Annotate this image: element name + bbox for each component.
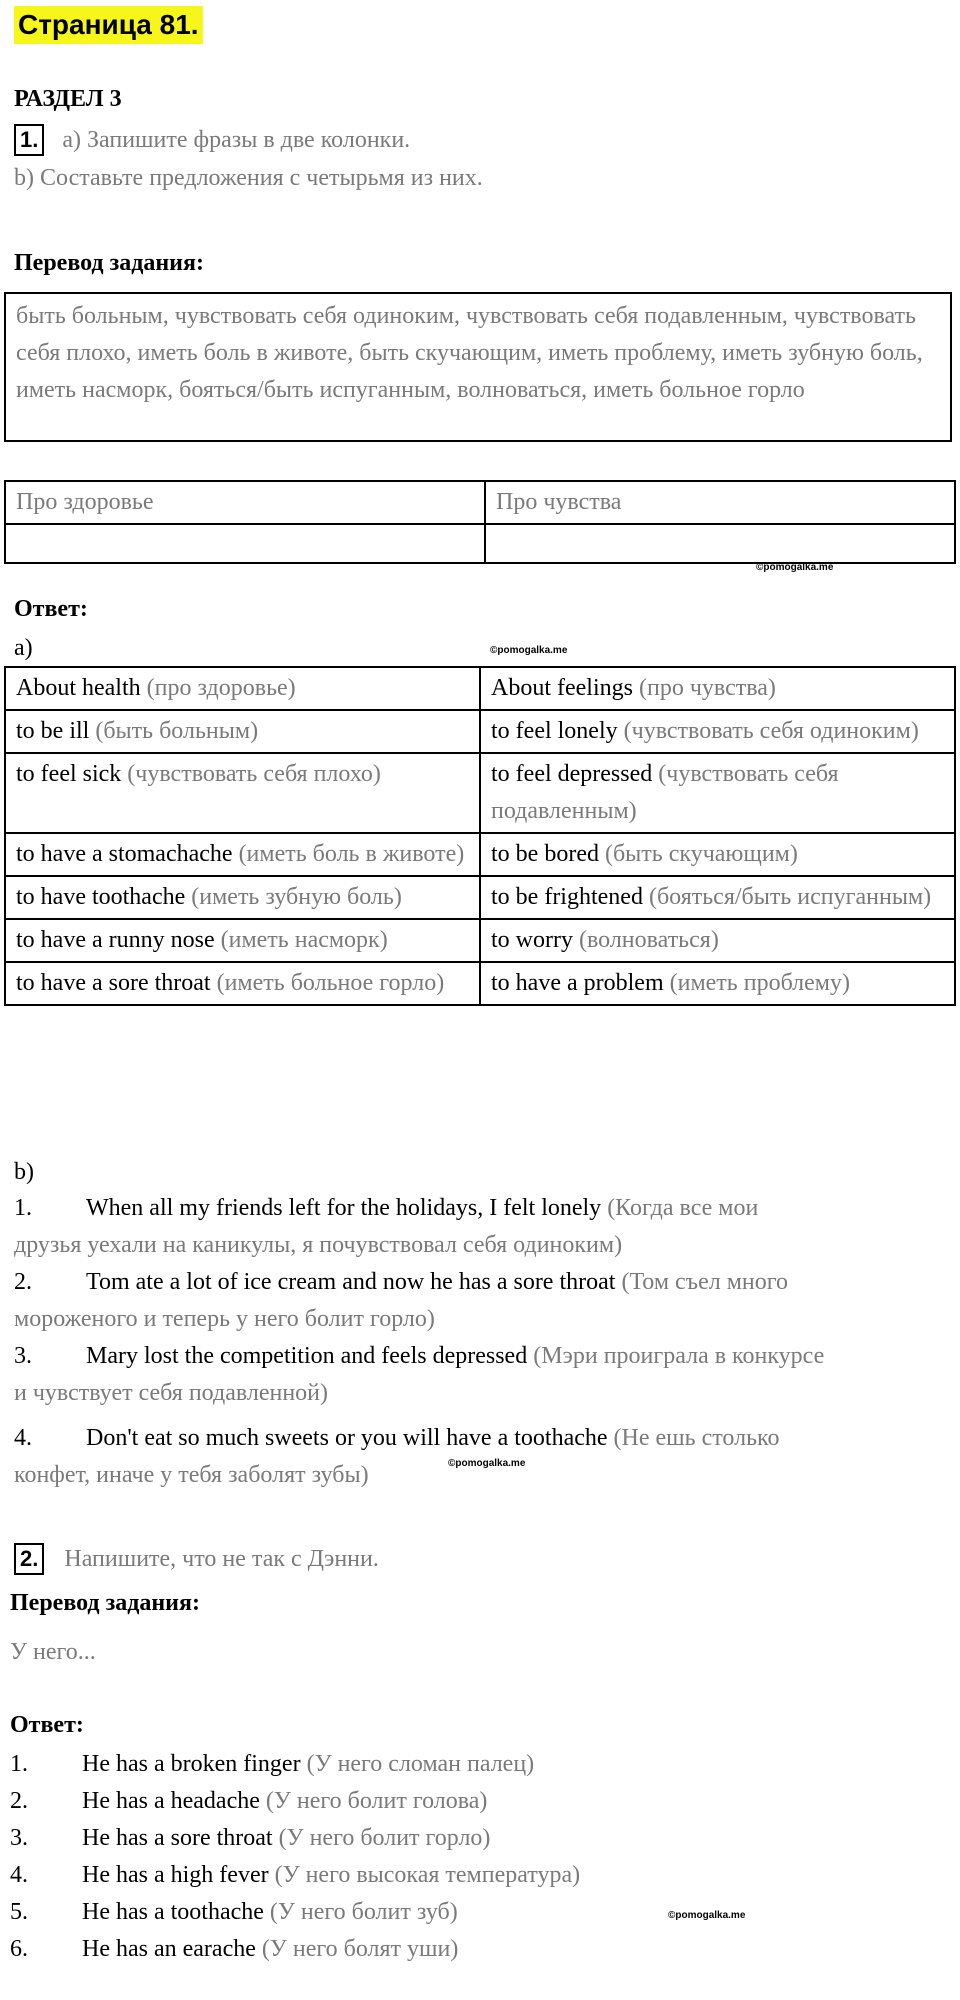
translation-header: Перевод задания: (14, 250, 204, 276)
phrase-en: About feelings (491, 675, 633, 701)
phrase-ru: (иметь насморк) (220, 927, 388, 953)
section-label: РАЗДЕЛ 3 (14, 86, 122, 112)
phrase-ru: (про чувства) (638, 675, 776, 701)
cell-health (5, 667, 480, 710)
sentence-en: Mary lost the competition and feels depressed (86, 1343, 528, 1369)
task2-translation-header: Перевод задания: (10, 1590, 200, 1616)
phrase-en: to have toothache (16, 884, 186, 910)
phrase-ru: (иметь боль в животе) (238, 841, 465, 867)
sentence-ru: (Мэри проиграла в конкурсе (533, 1343, 825, 1369)
answer2-en: He has a high fever (82, 1862, 269, 1888)
answer2-line (10, 1931, 458, 1968)
phrase-ru: (бояться/быть испуганным) (648, 884, 932, 910)
sentence-line (14, 1264, 788, 1301)
answer2-number: 1. (10, 1751, 28, 1777)
phrase-en: to be frightened (491, 884, 643, 910)
sentence-en: Tom ate a lot of ice cream and now he has a sore throat (86, 1269, 616, 1295)
answer2-line (10, 1894, 458, 1931)
sentence-line (14, 1420, 779, 1457)
answer2-en: He has a sore throat (82, 1825, 273, 1851)
answer2-line (10, 1746, 534, 1783)
cell-health (5, 962, 480, 1005)
cell-feelings (480, 962, 955, 1005)
answer-header: Ответ: (14, 596, 88, 622)
answer2-number: 2. (10, 1788, 28, 1814)
task2-line (14, 1543, 379, 1575)
phrase-en: to worry (491, 927, 573, 953)
answer2-ru: (У него болит зуб) (269, 1899, 458, 1925)
phrase-en: to have a problem (491, 970, 664, 996)
sentence-ru: (Том съел много (621, 1269, 788, 1295)
answer-table-row (5, 710, 955, 753)
answer2-line (10, 1783, 487, 1820)
phrase-ru: (чувствовать себя одиноким) (623, 718, 919, 744)
task1-line-a (14, 124, 410, 156)
answer2-ru: (У него болит горло) (278, 1825, 491, 1851)
sentence-en: Don't eat so much sweets or you will have a toothache (86, 1425, 608, 1451)
sentence-number: 1. (14, 1195, 32, 1221)
cell-health (5, 833, 480, 876)
cell-health (5, 876, 480, 919)
sentence-ru-continued: конфет, иначе у тебя заболят зубы) (14, 1462, 369, 1488)
phrase-en: to be ill (16, 718, 90, 744)
answer2-number: 6. (10, 1936, 28, 1962)
phrase-ru: (чувствовать себя подавленным) (491, 761, 839, 824)
sentence-ru: (Не ешь столько (613, 1425, 780, 1451)
phrase-en: to feel lonely (491, 718, 618, 744)
answer2-header: Ответ: (10, 1712, 84, 1738)
cell-feelings (480, 919, 955, 962)
phrase-ru: (про здоровье) (146, 675, 296, 701)
phrase-en: to have a runny nose (16, 927, 215, 953)
cell-health (5, 753, 480, 833)
answer2-number: 4. (10, 1862, 28, 1888)
phrase-en: to feel sick (16, 761, 122, 787)
empty-cell (485, 524, 955, 563)
task1-number: 1. (14, 124, 44, 156)
task1-text-a: a) Запишите фразы в две колонки. (62, 127, 411, 153)
answer2-en: He has an earache (82, 1936, 256, 1962)
phrase-en: to feel depressed (491, 761, 653, 787)
phrase-ru: (чувствовать себя плохо) (127, 761, 381, 787)
answer-table-row (5, 753, 955, 833)
answer-table-row (5, 833, 955, 876)
phrase-ru: (иметь больное горло) (216, 970, 445, 996)
answer2-ru: (У него болит голова) (265, 1788, 488, 1814)
sentence-line (14, 1190, 758, 1227)
answer2-en: He has a broken finger (82, 1751, 301, 1777)
sentence-number: 3. (14, 1343, 32, 1369)
task2-number: 2. (14, 1543, 44, 1575)
phrase-en: to be bored (491, 841, 599, 867)
phrase-ru: (быть скучающим) (604, 841, 798, 867)
empty-columns-table (4, 480, 956, 564)
task2-translation: У него... (10, 1639, 96, 1665)
answer2-line (10, 1857, 580, 1894)
phrase-ru: (быть больным) (95, 718, 259, 744)
phrase-ru: (иметь зубную боль) (191, 884, 402, 910)
watermark: ©pomogalka.me (668, 1910, 746, 1921)
sentence-number: 4. (14, 1425, 32, 1451)
watermark: ©pomogalka.me (448, 1458, 526, 1469)
cell-health (5, 919, 480, 962)
cell-feelings (480, 710, 955, 753)
answer2-number: 3. (10, 1825, 28, 1851)
task2-text: Напишите, что не так с Дэнни. (64, 1546, 379, 1572)
sentence-ru-continued: друзья уехали на каникулы, я почувствовал себя одиноким) (14, 1232, 623, 1258)
answer-table (4, 666, 956, 1006)
part-b-label: b) (14, 1159, 34, 1185)
answer2-ru: (У него сломан палец) (306, 1751, 535, 1777)
answer2-en: He has a toothache (82, 1899, 264, 1925)
watermark: ©pomogalka.me (756, 562, 834, 573)
empty-cell (5, 524, 485, 563)
answer-table-header-row (5, 667, 955, 710)
phrase-en: About health (16, 675, 141, 701)
task1-text-b: b) Составьте предложения с четырьмя из них. (14, 165, 483, 191)
phrase-en: to have a stomachache (16, 841, 233, 867)
sentence-en: When all my friends left for the holidays, I felt lonely (86, 1195, 602, 1221)
page-title: Страница 81. (14, 6, 203, 44)
sentence-number: 2. (14, 1269, 32, 1295)
sentence-ru-continued: мороженого и теперь у него болит горло) (14, 1306, 435, 1332)
part-a-label: a) (14, 635, 33, 661)
cell-feelings (480, 833, 955, 876)
answer-table-row (5, 962, 955, 1005)
sentence-line (14, 1338, 824, 1375)
cell-feelings (480, 667, 955, 710)
answer-table-row (5, 876, 955, 919)
column-header-health: Про здоровье (5, 481, 485, 524)
answer2-ru: (У него высокая температура) (274, 1862, 581, 1888)
sentence-ru-continued: и чувствует себя подавленной) (14, 1380, 329, 1406)
answer2-line (10, 1820, 490, 1857)
translation-box: быть больным, чувствовать себя одиноким, чувствовать себя подавленным, чувствовать себя плохо, иметь боль в животе, быть скучающим, иметь проблему, иметь зубную боль, иметь насморк, бояться/быть испуганным, волноваться, иметь больное горло (4, 292, 952, 442)
cell-feelings (480, 876, 955, 919)
answer2-ru: (У него болят уши) (261, 1936, 459, 1962)
cell-health (5, 710, 480, 753)
phrase-ru: (волноваться) (578, 927, 719, 953)
watermark: ©pomogalka.me (490, 645, 568, 656)
answer-table-row (5, 919, 955, 962)
phrase-en: to have a sore throat (16, 970, 211, 996)
cell-feelings (480, 753, 955, 833)
answer2-number: 5. (10, 1899, 28, 1925)
phrase-ru: (иметь проблему) (669, 970, 850, 996)
sentence-ru: (Когда все мои (607, 1195, 759, 1221)
column-header-feelings: Про чувства (485, 481, 955, 524)
answer2-en: He has a headache (82, 1788, 260, 1814)
